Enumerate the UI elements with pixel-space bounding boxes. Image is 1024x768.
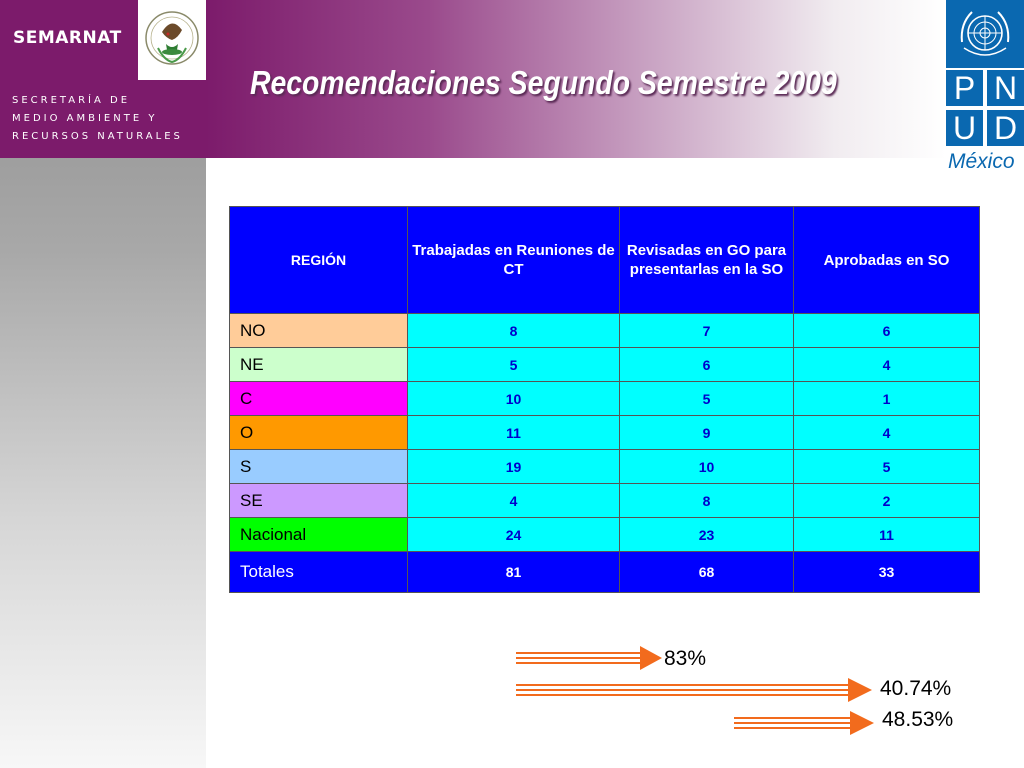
page-title: Recomendaciones Segundo Semestre 2009 <box>250 64 837 101</box>
table-row <box>230 416 980 450</box>
national-seal <box>138 0 206 80</box>
aprobadas-cell: 1 <box>794 382 980 416</box>
table-row <box>230 518 980 552</box>
arrow-right-icon <box>514 677 874 703</box>
trabajadas-cell: 24 <box>408 518 620 552</box>
revisadas-cell: 10 <box>620 450 794 484</box>
region-cell: SE <box>230 484 408 518</box>
pnud-letter: N <box>987 70 1024 106</box>
total-revisadas: 68 <box>620 552 794 593</box>
agency-short-name: SEMARNAT <box>13 28 122 48</box>
percentage-label: 48.53% <box>882 708 954 731</box>
pnud-letter: D <box>987 110 1024 146</box>
pnud-letters <box>946 70 1024 146</box>
table-header-row <box>230 207 980 314</box>
region-cell: S <box>230 450 408 484</box>
pnud-letter: U <box>946 110 983 146</box>
aprobadas-cell: 6 <box>794 314 980 348</box>
table-row <box>230 314 980 348</box>
agency-name-line: MEDIO AMBIENTE Y <box>12 113 158 124</box>
region-cell: Nacional <box>230 518 408 552</box>
header-trabajadas: Trabajadas en Reuniones de CT <box>408 207 620 314</box>
revisadas-cell: 8 <box>620 484 794 518</box>
aprobadas-cell: 4 <box>794 416 980 450</box>
revisadas-cell: 23 <box>620 518 794 552</box>
percentage-label: 83% <box>664 647 707 670</box>
agency-name-line: SECRETARÍA DE <box>12 95 131 106</box>
trabajadas-cell: 5 <box>408 348 620 382</box>
trabajadas-cell: 10 <box>408 382 620 416</box>
un-emblem <box>946 0 1024 68</box>
aprobadas-cell: 2 <box>794 484 980 518</box>
table-row <box>230 484 980 518</box>
arrow-right-icon <box>514 645 664 671</box>
region-cell: NE <box>230 348 408 382</box>
semarnat-logo <box>0 0 138 80</box>
totals-row <box>230 552 980 593</box>
trabajadas-cell: 8 <box>408 314 620 348</box>
un-globe-icon <box>946 0 1024 68</box>
pnud-letter: P <box>946 70 983 106</box>
revisadas-cell: 5 <box>620 382 794 416</box>
agency-full-name <box>0 80 206 158</box>
region-cell: O <box>230 416 408 450</box>
total-trabajadas: 81 <box>408 552 620 593</box>
eagle-seal-icon <box>144 4 200 76</box>
agency-name-line: RECURSOS NATURALES <box>12 131 183 142</box>
recommendations-table <box>229 206 980 593</box>
table-row <box>230 348 980 382</box>
revisadas-cell: 7 <box>620 314 794 348</box>
table-row <box>230 450 980 484</box>
aprobadas-cell: 4 <box>794 348 980 382</box>
pnud-country: México <box>948 150 1015 173</box>
region-cell: NO <box>230 314 408 348</box>
percentage-label: 40.74% <box>880 677 952 700</box>
revisadas-cell: 9 <box>620 416 794 450</box>
header-revisadas: Revisadas en GO para presentarlas en la SO <box>620 207 794 314</box>
totals-label: Totales <box>230 552 408 593</box>
trabajadas-cell: 4 <box>408 484 620 518</box>
pnud-logo <box>946 0 1024 180</box>
sidebar <box>0 0 206 768</box>
revisadas-cell: 6 <box>620 348 794 382</box>
trabajadas-cell: 19 <box>408 450 620 484</box>
region-cell: C <box>230 382 408 416</box>
aprobadas-cell: 11 <box>794 518 980 552</box>
total-aprobadas: 33 <box>794 552 980 593</box>
arrow-right-icon <box>732 710 876 736</box>
header-region: REGIÓN <box>230 207 408 314</box>
table-row <box>230 382 980 416</box>
aprobadas-cell: 5 <box>794 450 980 484</box>
trabajadas-cell: 11 <box>408 416 620 450</box>
header-aprobadas: Aprobadas en SO <box>794 207 980 314</box>
